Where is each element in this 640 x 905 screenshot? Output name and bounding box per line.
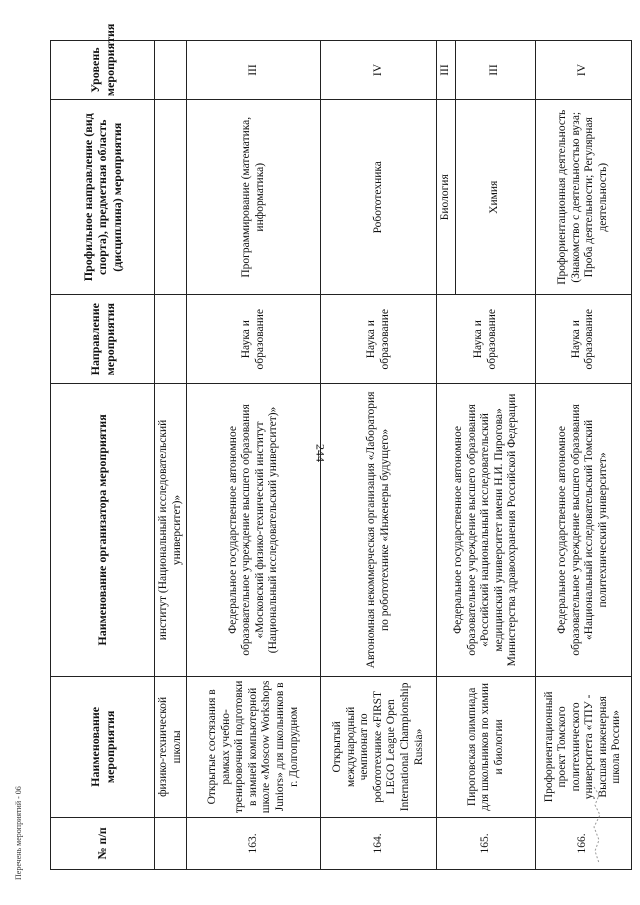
rotated-table-container [50,23,623,870]
cell-profile: Профориентационная деятельность (Знакомство с деятельностью вуза; Проба деятельности; Регулярная деятельность) [535,100,631,295]
cell-profile-biology: Биология [437,100,456,295]
table-row [321,41,437,870]
header-level: Уровень мероприятия [51,41,155,100]
cell-level: IV [321,41,437,100]
cell-level: III [455,41,535,100]
cell-level: III [437,41,456,100]
table-row [535,41,631,870]
cell-name: Открытый международный чемпионат по робототехнике «FIRST LEGO League Open International Championship Russia» [321,676,437,817]
cell-direction [155,295,187,384]
header-direction: Направление мероприятия [51,295,155,384]
cell-org: Федеральное государственное автономное образовательное учреждение высшего образования «Национальный исследовательский Томский политехнический университет» [535,383,631,676]
cell-num [155,817,187,869]
cell-level: III [187,41,321,100]
cell-num: 164. [321,817,437,869]
cell-num: 163. [187,817,321,869]
cell-name: физико-технической школы [155,676,187,817]
cell-name: Открытые состязания в рамках учебно-тренировочной подготовки в зимней компьютерной школе «Moscow Workshops Juniors» для школьников в г. Долгопрудном [187,676,321,817]
table-row [187,41,321,870]
cell-direction: Наука и образование [187,295,321,384]
events-table [50,23,632,870]
cell-name: Пироговская олимпиада для школьников по химии и биологии [437,676,536,817]
cell-profile: Программирование (математика, информатика) [187,100,321,295]
footer-note: Перечень мероприятий - 06 [14,786,23,880]
cell-org: Федеральное государственное автономное образовательное учреждение высшего образования «Российский национальный исследовательский медицинский университет имени Н.И. Пирогова» Министерства здравоохранения Российской Федерации [437,383,536,676]
cell-direction: Наука и образование [535,295,631,384]
header-profile: Профильное направление (вид спорта), предметная область (дисциплина) мероприятия [51,100,155,295]
cell-num: 166. [535,817,631,869]
cell-profile [155,100,187,295]
cell-org: Федеральное государственное автономное образовательное учреждение высшего образования «Московский физико-технический институт (Национальный исследовательский университет)» [187,383,321,676]
header-org: Наименование организатора мероприятия [51,383,155,676]
page-number: 244 [313,444,328,462]
cell-org: Автономная некоммерческая организация «Лаборатория по робототехнике «Инженеры будущего» [321,383,437,676]
cell-profile: Робототехника [321,100,437,295]
header-num: № п/п [51,817,155,869]
cell-num: 165. [437,817,536,869]
stamp-mark [590,785,604,865]
cell-name: Профориентационный проект Томского политехнического университета «ТПУ - Высшая инженерная школа России» [535,676,631,817]
table-header-row [51,41,155,870]
cell-profile-chemistry: Химия [455,100,535,295]
cell-level: IV [535,41,631,100]
header-name: Наименование мероприятия [51,676,155,817]
table-row [437,41,456,870]
cell-org: институт (Национальный исследовательский университет)» [155,383,187,676]
table-row-continuation [155,41,187,870]
cell-direction: Наука и образование [321,295,437,384]
cell-level [155,41,187,100]
cell-direction: Наука и образование [437,295,536,384]
